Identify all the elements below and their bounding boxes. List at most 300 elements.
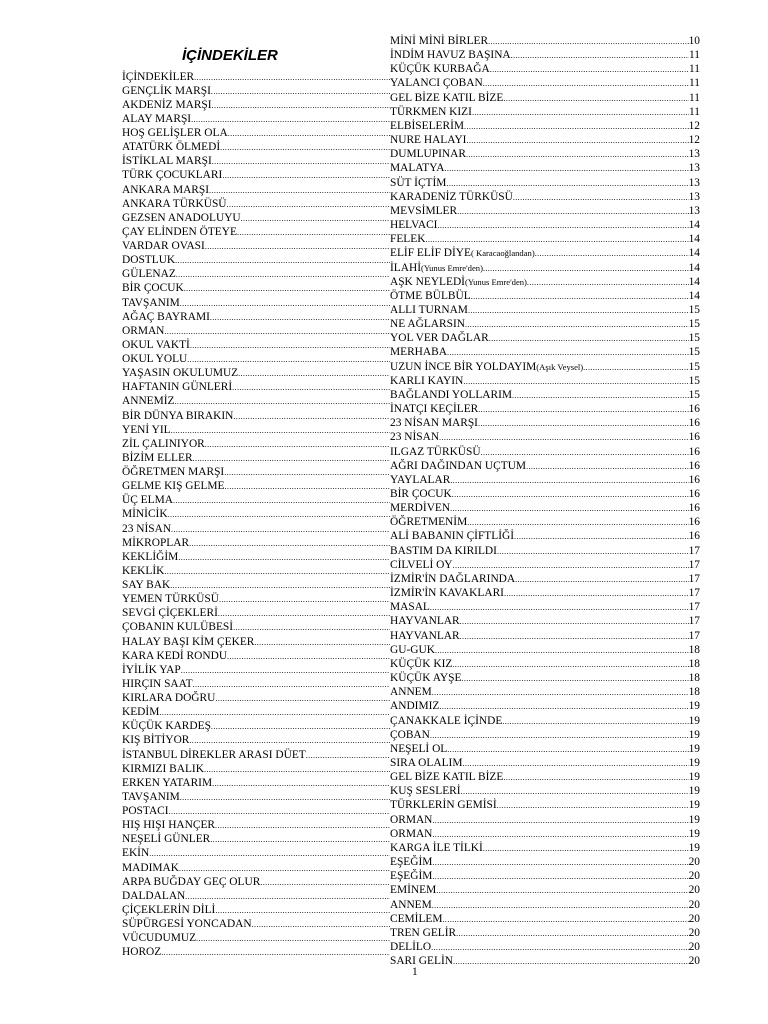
- toc-entry-page: 20: [688, 926, 700, 939]
- toc-entry-title-text: AĞAÇ BAYRAMI: [122, 310, 210, 323]
- toc-entry[interactable]: [122, 705, 390, 719]
- dot-leader: [471, 290, 689, 303]
- toc-entry-page: 15: [688, 360, 700, 373]
- toc-entry[interactable]: [122, 663, 390, 677]
- toc-entry[interactable]: [122, 296, 390, 310]
- toc-entry-title-text: MİNİ MİNİ BİRLER: [390, 35, 489, 47]
- toc-entry[interactable]: [390, 699, 700, 713]
- toc-entry-title: [390, 770, 503, 784]
- toc-entry-page: 11: [689, 49, 700, 62]
- dot-leader: [218, 607, 390, 620]
- toc-entry-title: [390, 728, 430, 742]
- toc-entry-title-text: TAVŞANIM: [122, 790, 180, 803]
- toc-entry-title: [122, 352, 187, 366]
- toc-entry-title-text: ARPA BUĞDAY GEÇ OLUR: [122, 875, 261, 888]
- toc-entry[interactable]: [122, 239, 390, 253]
- toc-entry-title: [390, 261, 483, 275]
- toc-entry-title-text: AŞK NEYLEDİ: [390, 275, 465, 288]
- dot-leader: [466, 134, 688, 147]
- toc-entry-title: [122, 281, 184, 295]
- dot-leader: [432, 870, 688, 883]
- toc-entry-page: 17: [688, 615, 700, 628]
- toc-entry-page: 14: [688, 261, 700, 274]
- toc-entry[interactable]: [390, 487, 700, 501]
- toc-entry[interactable]: [122, 748, 390, 762]
- dot-leader: [432, 856, 688, 869]
- toc-entry-title-text: ORMAN: [122, 324, 165, 337]
- toc-entry-page: 13: [688, 204, 700, 217]
- toc-entry-title: [122, 762, 204, 776]
- dot-leader: [232, 381, 390, 394]
- toc-entry-title: [390, 600, 430, 614]
- toc-entry-title-text: HAYVANLAR: [390, 615, 460, 628]
- toc-entry-title-text: MADIMAK: [122, 861, 179, 874]
- toc-entry[interactable]: [390, 756, 700, 770]
- toc-entry[interactable]: [122, 635, 390, 649]
- toc-entry-title: [390, 629, 460, 643]
- page-title: İÇİNDEKİLER: [182, 47, 278, 64]
- toc-entry-title-text: EŞEĞİM: [390, 870, 433, 883]
- dot-leader: [173, 494, 390, 507]
- toc-entry-title: [390, 926, 456, 940]
- toc-entry-title: [122, 296, 180, 310]
- toc-entry[interactable]: [390, 855, 700, 869]
- toc-entry[interactable]: [390, 289, 700, 303]
- toc-entry-title: [122, 112, 191, 126]
- toc-entry[interactable]: [122, 861, 390, 875]
- toc-entry[interactable]: [122, 903, 390, 917]
- toc-entry-title: [390, 487, 452, 501]
- toc-entry[interactable]: [122, 352, 390, 366]
- toc-entry-title-text: ELİF ELİF DİYE: [390, 247, 471, 260]
- toc-entry-title: [122, 606, 218, 620]
- toc-entry-title: [390, 742, 447, 756]
- toc-entry-title-text: ANKARA TÜRKÜSÜ: [122, 197, 227, 210]
- toc-entry-title-text: ÇOBANIN KULÜBESİ: [122, 621, 234, 634]
- toc-entry[interactable]: [122, 437, 390, 451]
- toc-entry[interactable]: [390, 671, 700, 685]
- toc-entry-title-text: ÖĞRETMEN MARŞI: [122, 466, 225, 478]
- toc-entry[interactable]: [122, 945, 390, 959]
- toc-entry-page: 13: [688, 148, 700, 161]
- toc-entry[interactable]: [390, 374, 700, 388]
- dot-leader: [194, 71, 390, 84]
- toc-entry-title-text: TÜRKMEN KIZI: [390, 105, 472, 118]
- toc-entry-title-text: KEDİM: [122, 706, 160, 719]
- toc-entry[interactable]: [390, 912, 700, 926]
- toc-entry-title: [390, 558, 453, 572]
- toc-entry[interactable]: [390, 62, 700, 76]
- toc-entry[interactable]: [122, 592, 390, 606]
- toc-entry[interactable]: [390, 34, 700, 48]
- dot-leader: [452, 658, 688, 671]
- toc-entry[interactable]: [122, 606, 390, 620]
- dot-leader: [227, 650, 390, 663]
- dot-leader: [306, 749, 390, 762]
- toc-entry-page: 14: [688, 289, 700, 302]
- toc-entry-title: [390, 756, 462, 770]
- toc-entry[interactable]: [390, 869, 700, 883]
- toc-entry-page: 14: [688, 219, 700, 232]
- toc-entry[interactable]: [122, 790, 390, 804]
- toc-entry-title-text: İNATÇI KEÇİLER: [390, 403, 479, 416]
- toc-entry-title: [390, 501, 450, 515]
- toc-entry-page: 19: [688, 756, 700, 769]
- toc-entry-title-text: YALANCI ÇOBAN: [390, 77, 483, 90]
- toc-entry[interactable]: [122, 917, 390, 931]
- toc-entry[interactable]: [390, 105, 700, 119]
- toc-entry[interactable]: [390, 572, 700, 586]
- toc-entry-title-text: VARDAR OVASI: [122, 240, 205, 252]
- dot-leader: [233, 410, 390, 423]
- toc-entry-title-text: EŞEĞİM: [390, 856, 433, 869]
- toc-entry[interactable]: [390, 345, 700, 359]
- dot-leader: [180, 791, 390, 804]
- toc-entry-page: 15: [688, 374, 700, 387]
- toc-entry-title: [122, 507, 168, 521]
- toc-entry-title-text: DALDALAN: [122, 889, 186, 902]
- toc-entry[interactable]: [122, 762, 390, 776]
- toc-entry[interactable]: [122, 70, 390, 84]
- toc-entry[interactable]: [122, 197, 390, 211]
- toc-entry[interactable]: [122, 479, 390, 493]
- toc-entry[interactable]: [122, 168, 390, 182]
- dot-leader: [515, 573, 688, 586]
- toc-entry[interactable]: [390, 176, 700, 190]
- toc-entry[interactable]: [122, 832, 390, 846]
- toc-entry[interactable]: [390, 459, 700, 473]
- toc-entry-title: [122, 522, 171, 536]
- toc-entry[interactable]: [390, 529, 700, 543]
- toc-entry[interactable]: [122, 875, 390, 889]
- toc-entry[interactable]: [390, 898, 700, 912]
- toc-entry[interactable]: [122, 818, 390, 832]
- toc-entry-title-text: DUMLUPINAR: [390, 148, 466, 161]
- toc-entry[interactable]: [390, 119, 700, 133]
- toc-entry-title-text: ANNEMİZ: [122, 395, 175, 408]
- dot-leader: [189, 734, 390, 747]
- toc-entry[interactable]: [122, 804, 390, 818]
- toc-entry-title-text: ÇOBAN: [390, 728, 430, 741]
- toc-entry-title-text: KEKLİĞİM: [122, 550, 179, 563]
- toc-entry-page: 15: [688, 303, 700, 316]
- toc-entry[interactable]: [390, 728, 700, 742]
- toc-entry[interactable]: [390, 275, 700, 289]
- toc-entry-title: [122, 168, 222, 182]
- toc-entry-title: [122, 818, 215, 832]
- dot-leader: [583, 361, 688, 374]
- dot-leader: [450, 502, 688, 515]
- dot-leader: [465, 318, 689, 331]
- toc-entry-page: 19: [688, 841, 700, 854]
- toc-entry[interactable]: [390, 218, 700, 232]
- toc-entry-page: 19: [688, 799, 700, 812]
- dot-leader: [164, 565, 390, 578]
- toc-entry-title-text: DOSTLUK: [122, 254, 176, 267]
- toc-entry[interactable]: [122, 691, 390, 705]
- toc-entry-title-text: MİNİCİK: [122, 508, 168, 521]
- toc-entry[interactable]: [122, 84, 390, 98]
- toc-entry-title: [390, 62, 490, 76]
- toc-entry-page: 16: [688, 459, 700, 472]
- dot-leader: [463, 375, 688, 388]
- toc-entry-page: 13: [688, 176, 700, 189]
- toc-entry-title-text: MEVSİMLER: [390, 204, 458, 217]
- toc-entry-title-text: ILGAZ TÜRKÜSÜ: [390, 445, 481, 458]
- toc-entry-note: (Yunus Emre'den): [421, 262, 483, 273]
- toc-entry[interactable]: [390, 558, 700, 572]
- dot-leader: [222, 169, 390, 182]
- toc-entry-title-text: POSTACI: [122, 805, 169, 817]
- toc-entry[interactable]: [122, 620, 390, 634]
- toc-entry[interactable]: [122, 154, 390, 168]
- toc-entry-title: [390, 883, 436, 897]
- toc-entry[interactable]: [390, 91, 700, 105]
- toc-entry[interactable]: [390, 246, 700, 260]
- toc-entry[interactable]: [122, 733, 390, 747]
- toc-entry[interactable]: [390, 360, 700, 374]
- dot-leader: [204, 763, 390, 776]
- toc-entry[interactable]: [390, 515, 700, 529]
- toc-entry[interactable]: [122, 846, 390, 860]
- dot-leader: [446, 177, 688, 190]
- toc-entry-title-text: GENÇLİK MARŞI: [122, 84, 211, 97]
- toc-entry[interactable]: [122, 253, 390, 267]
- toc-entry[interactable]: [122, 649, 390, 663]
- toc-entry[interactable]: [122, 931, 390, 945]
- toc-entry[interactable]: [390, 841, 700, 855]
- toc-entry-title-text: FELEK: [390, 233, 426, 246]
- toc-entry[interactable]: [390, 742, 700, 756]
- dot-leader: [431, 941, 688, 954]
- toc-entry-title: [390, 445, 481, 459]
- dot-leader: [432, 828, 688, 841]
- dot-leader: [467, 516, 688, 529]
- toc-entry[interactable]: [390, 204, 700, 218]
- toc-entry-page: 11: [689, 77, 700, 90]
- toc-entry[interactable]: [122, 423, 390, 437]
- toc-entry-page: 14: [688, 233, 700, 246]
- toc-entry[interactable]: [122, 380, 390, 394]
- toc-entry[interactable]: [390, 147, 700, 161]
- toc-entry[interactable]: [122, 451, 390, 465]
- toc-entry[interactable]: [122, 112, 390, 126]
- toc-entry[interactable]: [390, 614, 700, 628]
- toc-entry-title: [390, 473, 450, 487]
- dot-leader: [189, 537, 390, 550]
- toc-entry-title: [390, 572, 515, 586]
- toc-entry-page: 20: [688, 941, 700, 953]
- toc-entry[interactable]: [122, 366, 390, 380]
- dot-leader: [254, 636, 390, 649]
- toc-entry[interactable]: [122, 310, 390, 324]
- toc-entry[interactable]: [122, 719, 390, 733]
- toc-entry[interactable]: [390, 133, 700, 147]
- toc-entry[interactable]: [122, 267, 390, 281]
- toc-entry[interactable]: [122, 889, 390, 903]
- toc-entry[interactable]: [390, 317, 700, 331]
- toc-entry-title-text: HAFTANIN GÜNLERİ: [122, 381, 233, 394]
- toc-entry-page: 15: [688, 318, 700, 331]
- toc-entry-title: [122, 832, 210, 846]
- toc-entry[interactable]: [390, 926, 700, 940]
- dot-leader: [437, 219, 688, 232]
- dot-leader: [435, 644, 689, 657]
- toc-entry-title-text: İSTİKLAL MARŞI: [122, 155, 212, 168]
- toc-entry[interactable]: [390, 48, 700, 62]
- dot-leader: [178, 551, 390, 564]
- toc-entry-title-text: EKİN: [122, 847, 150, 860]
- dot-leader: [205, 438, 390, 451]
- dot-leader: [457, 205, 689, 218]
- toc-entry[interactable]: [390, 430, 700, 444]
- toc-entry[interactable]: [122, 677, 390, 691]
- toc-entry[interactable]: [390, 827, 700, 841]
- toc-entry[interactable]: [122, 281, 390, 295]
- dot-leader: [489, 332, 689, 345]
- dot-leader: [464, 120, 689, 133]
- toc-entry[interactable]: [390, 544, 700, 558]
- toc-entry[interactable]: [390, 657, 700, 671]
- toc-entry-title-text: ALLI TURNAM: [390, 303, 468, 316]
- toc-entry[interactable]: [122, 564, 390, 578]
- dot-leader: [439, 700, 688, 713]
- toc-entry[interactable]: [390, 76, 700, 90]
- toc-entry-title-text: TÜRK ÇOCUKLARI: [122, 169, 223, 182]
- toc-entry-title-text: SEVGİ ÇİÇEKLERİ: [122, 607, 218, 620]
- toc-entry-title-text: KARGA İLE TİLKİ: [390, 841, 483, 854]
- toc-entry-title-text: TAVŞANIM: [122, 296, 180, 309]
- toc-entry-title: [122, 126, 228, 140]
- toc-entry-title: [122, 861, 179, 875]
- dot-leader: [527, 276, 689, 289]
- toc-entry[interactable]: [122, 126, 390, 140]
- toc-entry[interactable]: [390, 643, 700, 657]
- toc-entry[interactable]: [390, 629, 700, 643]
- toc-entry-page: 11: [689, 105, 700, 118]
- dot-leader: [462, 757, 688, 770]
- toc-entry[interactable]: [122, 550, 390, 564]
- toc-entry[interactable]: [122, 536, 390, 550]
- dot-leader: [447, 346, 689, 359]
- toc-entry[interactable]: [122, 522, 390, 536]
- toc-entry-note: ( Karacaoğlandan): [471, 248, 535, 259]
- toc-entry-title: [122, 409, 233, 423]
- toc-entry-title: [390, 176, 446, 190]
- dot-leader: [468, 304, 689, 317]
- toc-entry[interactable]: [122, 776, 390, 790]
- toc-entry-title-text: VÜCUDUMUZ: [122, 932, 197, 945]
- dot-leader: [212, 777, 390, 790]
- toc-entry[interactable]: [390, 473, 700, 487]
- toc-entry-title: [390, 954, 453, 968]
- toc-entry[interactable]: [122, 409, 390, 423]
- toc-entry-title: [122, 748, 306, 762]
- toc-entry-title: [390, 345, 447, 359]
- toc-entry[interactable]: [122, 465, 390, 479]
- toc-entry[interactable]: [390, 600, 700, 614]
- toc-entry[interactable]: [390, 586, 700, 600]
- toc-entry[interactable]: [122, 140, 390, 154]
- toc-entry[interactable]: [390, 388, 700, 402]
- toc-entry[interactable]: [390, 784, 700, 798]
- toc-entry[interactable]: [390, 232, 700, 246]
- toc-entry[interactable]: [390, 940, 700, 954]
- toc-entry-title-text: 23 NİSAN: [122, 522, 172, 535]
- dot-leader: [159, 706, 390, 719]
- toc-entry-page: 13: [688, 190, 700, 203]
- toc-entry-page: 16: [688, 445, 700, 458]
- toc-entry-title-text: YAŞASIN OKULUMUZ: [122, 367, 239, 380]
- toc-entry-page: 18: [688, 643, 700, 656]
- dot-leader: [497, 545, 689, 558]
- toc-entry-page: 20: [688, 955, 700, 968]
- toc-entry-title-text: GELME KIŞ GELME: [122, 480, 225, 493]
- toc-entry[interactable]: [390, 416, 700, 430]
- dot-leader: [483, 262, 689, 275]
- toc-entry-page: 16: [688, 530, 700, 543]
- toc-entry-title-text: KEKLİK: [122, 564, 165, 577]
- toc-entry[interactable]: [390, 445, 700, 459]
- toc-entry-title-text: OKUL VAKTİ: [122, 338, 190, 351]
- dot-leader: [175, 254, 390, 267]
- toc-entry[interactable]: [390, 813, 700, 827]
- toc-entry[interactable]: [390, 190, 700, 204]
- toc-entry[interactable]: [390, 261, 700, 275]
- toc-entry[interactable]: [122, 183, 390, 197]
- toc-entry[interactable]: [122, 98, 390, 112]
- toc-entry[interactable]: [122, 324, 390, 338]
- toc-entry-title-text: KIRLARA DOĞRU: [122, 692, 216, 704]
- toc-entry-title-text: EMİNEM: [390, 884, 437, 897]
- toc-entry[interactable]: [390, 331, 700, 345]
- toc-entry[interactable]: [122, 394, 390, 408]
- toc-entry[interactable]: [390, 161, 700, 175]
- toc-entry[interactable]: [390, 714, 700, 728]
- toc-entry[interactable]: [122, 493, 390, 507]
- toc-entry[interactable]: [390, 798, 700, 812]
- toc-entry[interactable]: [390, 501, 700, 515]
- toc-entry[interactable]: [122, 338, 390, 352]
- toc-entry-title-text: YAYLALAR: [390, 473, 451, 486]
- toc-entry[interactable]: [390, 402, 700, 416]
- toc-entry-title: [122, 677, 193, 691]
- dot-leader: [260, 876, 390, 889]
- toc-entry-title: [390, 898, 432, 912]
- toc-entry-title: [390, 317, 465, 331]
- toc-entry[interactable]: [390, 685, 700, 699]
- dot-leader: [215, 819, 390, 832]
- toc-entry-title-text: ERKEN YATARIM: [122, 776, 213, 789]
- dot-leader: [472, 106, 689, 119]
- toc-entry[interactable]: [390, 954, 700, 968]
- toc-entry[interactable]: [390, 303, 700, 317]
- toc-entry-title-text: KÜÇÜK AYŞE: [390, 672, 462, 685]
- toc-entry[interactable]: [122, 225, 390, 239]
- dot-leader: [238, 367, 390, 380]
- toc-entry[interactable]: [390, 883, 700, 897]
- toc-entry-title: [122, 733, 189, 747]
- toc-entry[interactable]: [390, 770, 700, 784]
- dot-leader: [176, 268, 390, 281]
- dot-leader: [430, 601, 689, 614]
- toc-entry[interactable]: [122, 211, 390, 225]
- toc-entry-title-text: GEZSEN ANADOLUYU: [122, 211, 241, 224]
- dot-leader: [439, 431, 689, 444]
- toc-entry-page: 11: [689, 91, 700, 104]
- toc-entry[interactable]: [122, 578, 390, 592]
- toc-entry[interactable]: [122, 507, 390, 521]
